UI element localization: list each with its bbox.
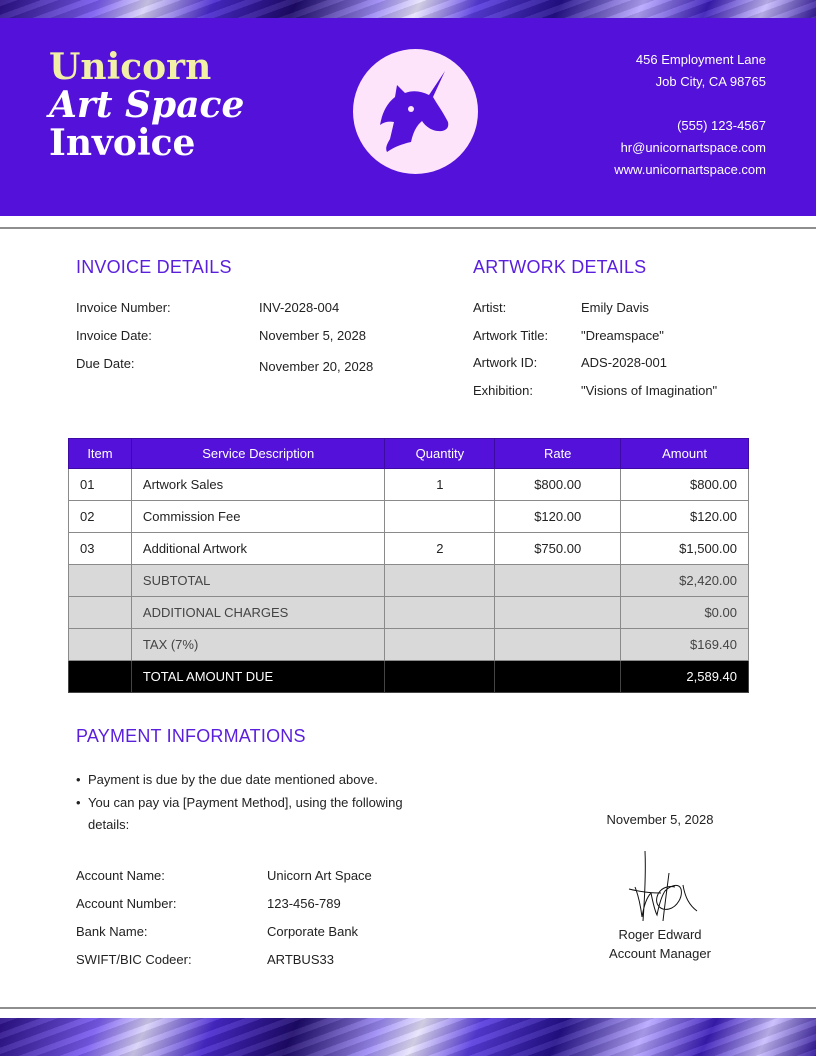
table-row: [69, 533, 749, 565]
header-amount: Amount: [621, 439, 749, 469]
divider-top: [0, 227, 816, 229]
cell-rate: $800.00: [495, 469, 621, 501]
tax-row: [69, 629, 749, 661]
tax-value: $169.40: [621, 629, 749, 661]
signature-block: [585, 812, 735, 961]
address-line-1: 456 Employment Lane: [635, 52, 766, 67]
header-rate: Rate: [495, 439, 621, 469]
account-name-value: Unicorn Art Space: [267, 868, 372, 883]
artwork-title-value: "Dreamspace": [581, 328, 664, 343]
cell-rate: $750.00: [495, 533, 621, 565]
unicorn-icon: [377, 71, 455, 153]
cell-item: 03: [69, 533, 132, 565]
tax-label: TAX (7%): [131, 629, 385, 661]
bank-name-value: Corporate Bank: [267, 924, 359, 939]
additional-charges-value: $0.00: [621, 597, 749, 629]
artist-label: Artist:: [473, 300, 507, 315]
cell-quantity: 1: [385, 469, 495, 501]
list-item: • Payment is due by the due date mentioned above.: [76, 769, 441, 792]
signer-name: Roger Edward: [618, 927, 702, 942]
total-value: 2,589.40: [621, 661, 749, 693]
artist-value: Emily Davis: [581, 300, 649, 315]
title-line-2: Art Space: [49, 84, 245, 126]
cell-amount: $800.00: [621, 469, 749, 501]
account-number-value: 123-456-789: [267, 896, 341, 911]
swift-value: ARTBUS33: [267, 952, 334, 967]
invoice-number-label: Invoice Number:: [76, 300, 171, 315]
website[interactable]: www.unicornartspace.com: [614, 162, 766, 177]
table-row: [69, 501, 749, 533]
cell-quantity: 2: [385, 533, 495, 565]
exhibition-value: "Visions of Imagination": [581, 383, 718, 398]
signature-date: November 5, 2028: [606, 812, 714, 827]
bank-name-label: Bank Name:: [76, 924, 148, 939]
table-row: [69, 469, 749, 501]
invoice-items-table: [68, 438, 749, 693]
header-description: Service Description: [131, 439, 385, 469]
additional-charges-label: ADDITIONAL CHARGES: [131, 597, 385, 629]
table-header-row: [69, 439, 749, 469]
due-date-value: November 20, 2028: [259, 359, 374, 374]
artwork-title-label: Artwork Title:: [473, 328, 549, 343]
account-name-label: Account Name:: [76, 868, 165, 883]
payment-terms-list: [76, 769, 441, 837]
invoice-details-heading: INVOICE DETAILS: [76, 257, 232, 277]
title-line-1: Unicorn: [49, 46, 212, 88]
company-logo: [353, 49, 478, 174]
additional-charges-row: [69, 597, 749, 629]
account-number-label: Account Number:: [76, 896, 177, 911]
contact-info: [614, 49, 766, 181]
cell-quantity: [385, 501, 495, 533]
decorative-band-bottom: [0, 1018, 816, 1056]
artwork-details-heading: ARTWORK DETAILS: [473, 257, 647, 277]
exhibition-label: Exhibition:: [473, 383, 533, 398]
cell-description: Commission Fee: [131, 501, 385, 533]
phone: (555) 123-4567: [677, 118, 766, 133]
cell-item: 01: [69, 469, 132, 501]
signer-title: Account Manager: [609, 946, 711, 961]
cell-description: Additional Artwork: [131, 533, 385, 565]
invoice-number-value: INV-2028-004: [259, 300, 340, 315]
email[interactable]: hr@unicornartspace.com: [620, 140, 766, 155]
signature-image: [605, 843, 715, 933]
address-line-2: Job City, CA 98765: [655, 74, 766, 89]
subtotal-row: [69, 565, 749, 597]
cell-amount: $120.00: [621, 501, 749, 533]
cell-rate: $120.00: [495, 501, 621, 533]
total-row: [69, 661, 749, 693]
subtotal-label: SUBTOTAL: [131, 565, 385, 597]
header-quantity: Quantity: [385, 439, 495, 469]
swift-label: SWIFT/BIC Codeer:: [76, 952, 192, 967]
cell-amount: $1,500.00: [621, 533, 749, 565]
cell-description: Artwork Sales: [131, 469, 385, 501]
due-date-label: Due Date:: [76, 356, 135, 371]
title-line-3: Invoice: [49, 122, 196, 164]
cell-item: 02: [69, 501, 132, 533]
invoice-header: [0, 18, 816, 216]
total-label: TOTAL AMOUNT DUE: [131, 661, 385, 693]
payment-heading: PAYMENT INFORMATIONS: [76, 726, 306, 746]
subtotal-value: $2,420.00: [621, 565, 749, 597]
invoice-title: [49, 48, 244, 162]
list-item: • You can pay via [Payment Method], using the following details:: [76, 792, 441, 837]
artwork-id-label: Artwork ID:: [473, 355, 538, 370]
artwork-id-value: ADS-2028-001: [581, 355, 667, 370]
header-item: Item: [69, 439, 132, 469]
invoice-date-label: Invoice Date:: [76, 328, 152, 343]
invoice-date-value: November 5, 2028: [259, 328, 366, 343]
divider-bottom: [0, 1007, 816, 1009]
